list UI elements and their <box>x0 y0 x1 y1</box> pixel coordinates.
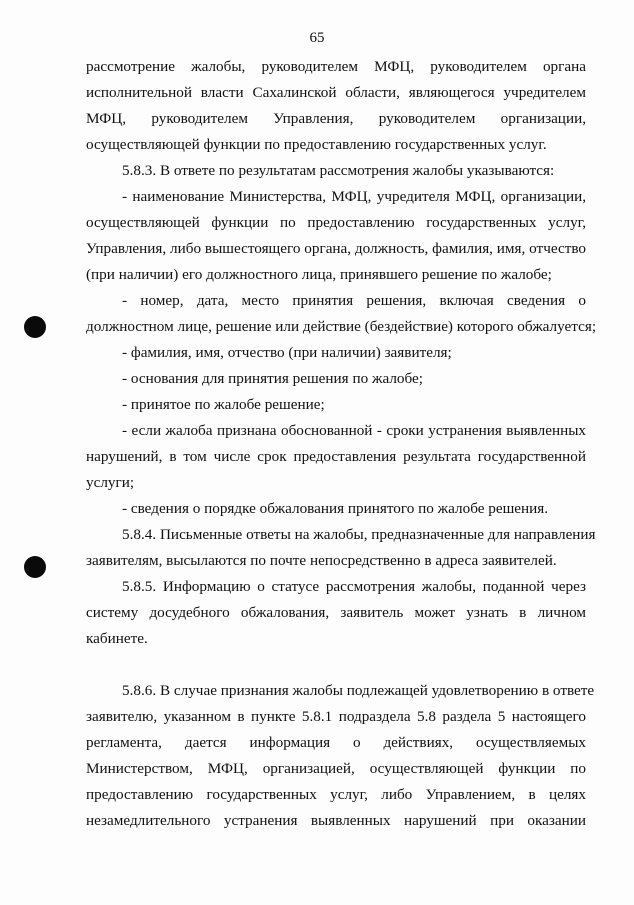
text-line: заявителю, указанном в пункте 5.8.1 подраздела 5.8 раздела 5 настоящего <box>86 708 586 725</box>
text-line: - номер, дата, место принятия решения, включая сведения о <box>122 292 586 309</box>
text-line: - фамилия, имя, отчество (при наличии) заявителя; <box>122 344 452 361</box>
text-line: Министерством, МФЦ, организацией, осуществляющей функции по <box>86 760 586 777</box>
text-line: - если жалоба признана обоснованной - сроки устранения выявленных <box>122 422 586 439</box>
text-line: 5.8.4. Письменные ответы на жалобы, предназначенные для направления <box>122 526 596 543</box>
punch-hole-upper <box>24 316 46 338</box>
text-line: 5.8.6. В случае признания жалобы подлежащей удовлетворению в ответе <box>122 682 595 699</box>
text-line: - принятое по жалобе решение; <box>122 396 325 413</box>
punch-hole-lower <box>24 556 46 578</box>
text-line: кабинете. <box>86 630 148 647</box>
text-line: регламента, дается информация о действиях, осуществляемых <box>86 734 586 751</box>
text-line: - основания для принятия решения по жалобе; <box>122 370 423 387</box>
text-line: - сведения о порядке обжалования принятого по жалобе решения. <box>122 500 549 517</box>
text-line: 5.8.3. В ответе по результатам рассмотрения жалобы указываются: <box>122 162 555 179</box>
text-line: осуществляющей функции по предоставлению государственных услуг, <box>86 214 586 231</box>
text-line: должностном лице, решение или действие (бездействие) которого обжалуется; <box>86 318 597 335</box>
text-line: незамедлительного устранения выявленных нарушений при оказании <box>86 812 586 829</box>
text-line: (при наличии) его должностного лица, принявшего решение по жалобе; <box>86 266 552 283</box>
text-line: рассмотрение жалобы, руководителем МФЦ, руководителем органа <box>86 58 586 75</box>
text-line: - наименование Министерства, МФЦ, учредителя МФЦ, организации, <box>122 188 586 205</box>
text-line: 5.8.5. Информацию о статусе рассмотрения жалобы, поданной через <box>122 578 586 595</box>
text-line: услуги; <box>86 474 135 491</box>
text-line: систему досудебного обжалования, заявитель может узнать в личном <box>86 604 586 621</box>
text-line: МФЦ, руководителем Управления, руководителем организации, <box>86 110 586 127</box>
text-line: нарушений, в том числе срок предоставления результата государственной <box>86 448 586 465</box>
page-number: 65 <box>309 30 325 46</box>
text-line: предоставлению государственных услуг, либо Управлением, в целях <box>86 786 586 803</box>
text-line: Управления, либо вышестоящего органа, должность, фамилия, имя, отчество <box>86 240 586 257</box>
text-line: заявителям, высылаются по почте непосредственно в адреса заявителей. <box>86 552 557 569</box>
text-line: исполнительной власти Сахалинской области, являющегося учредителем <box>86 84 586 101</box>
text-line: осуществляющей функции по предоставлению государственных услуг. <box>86 136 547 153</box>
